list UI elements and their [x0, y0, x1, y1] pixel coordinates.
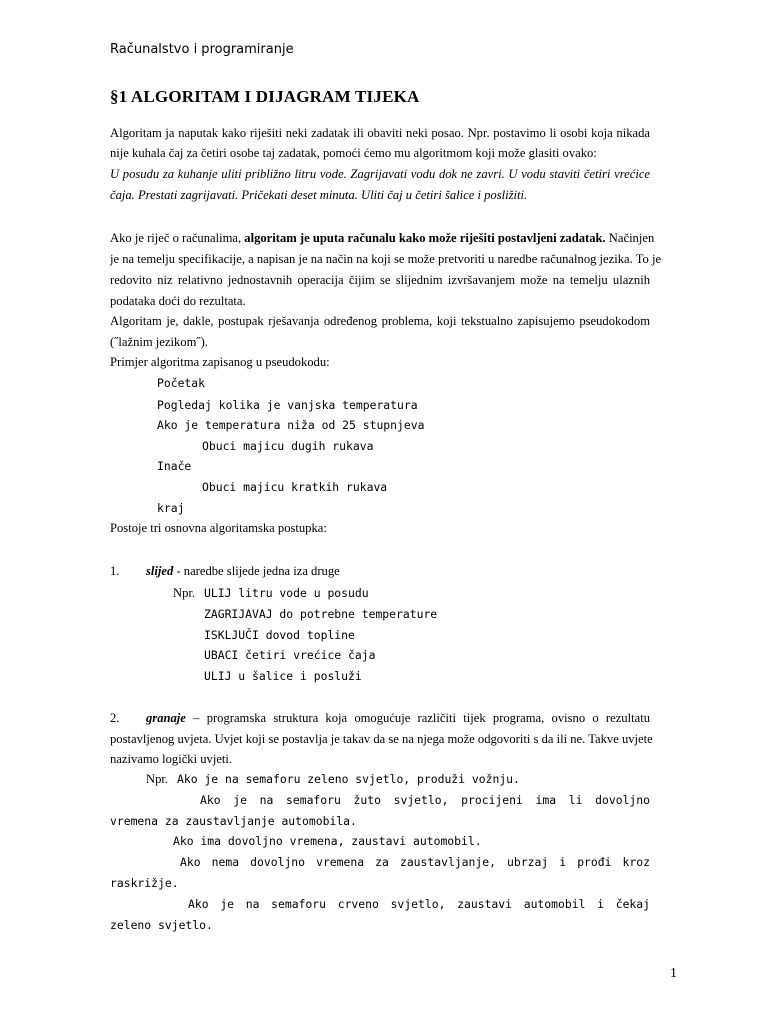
- item1-code-line: ULIJ u šalice i posluži: [204, 669, 362, 683]
- item2-example-line: Ako je na semaforu zeleno svjetlo, produži vožnju.: [177, 772, 520, 786]
- intro-line-1: Algoritam ja naputak kako riješiti neki zadatak ili obaviti neki posao. Npr. postavimo li osobi koja nikada: [110, 126, 650, 140]
- item2-example-line: Ako ima dovoljno vremena, zaustavi automobil.: [173, 834, 482, 848]
- item1-code-line: UBACI četiri vrećice čaja: [204, 648, 376, 662]
- item2-example-line: zeleno svjetlo.: [110, 918, 213, 932]
- pseudocode-line: Početak: [157, 376, 206, 390]
- item2-example-line: raskrižje.: [110, 876, 179, 890]
- item2-term: granaje: [146, 711, 186, 725]
- item2-example-line: Ako je na semaforu žuto svjetlo, procijeni ima li dovoljno: [200, 793, 650, 807]
- item1-npr: Npr.: [173, 586, 196, 600]
- item1-number: 1.: [110, 564, 120, 578]
- definition-bold: algoritam je uputa računalu kako može riješiti postavljeni zadatak.: [244, 231, 606, 245]
- pseudocode-line: Obuci majicu kratkih rukava: [202, 480, 388, 494]
- running-header: Računalstvo i programiranje: [110, 42, 294, 57]
- item1-code-line: ISKLJUČI dovod topline: [204, 628, 355, 642]
- pseudocode-line: Ako je temperatura niža od 25 stupnjeva: [157, 418, 425, 432]
- intro-example-line-2: čaja. Prestati zagrijavati. Pričekati deset minuta. Uliti čaj u četiri šalice i posližiti.: [110, 188, 528, 202]
- intro-line-2: nije kuhala čaj za četiri osobe taj zadatak, pomoći ćemo mu algoritmom koji može glasiti ovako:: [110, 146, 597, 160]
- item2-npr: Npr.: [146, 772, 169, 786]
- pseudocode-line: Inače: [157, 459, 192, 473]
- pseudocode-line: Obuci majicu dugih rukava: [202, 439, 374, 453]
- item2-example-line: Ako je na semaforu crveno svjetlo, zaustavi automobil i čekaj: [188, 897, 650, 911]
- section-title: §1 ALGORITAM I DIJAGRAM TIJEKA: [110, 87, 420, 106]
- item2-line-3: nazivamo logički uvjeti.: [110, 752, 233, 766]
- item1-code-line: ULIJ litru vode u posudu: [204, 586, 369, 600]
- item2-example-line: vremena za zaustavljanje automobila.: [110, 814, 357, 828]
- para2-line-3: redovito niz relativno jednostavnih operacija čijim se slijednim izvršavanjem može na temelju ulaznih: [110, 273, 650, 287]
- para2-line-1: Ako je riječ o računalima, algoritam je uputa računalu kako može riješiti postavljeni zadatak. Načinjen: [110, 231, 655, 245]
- para2-line-4: podataka doći do rezultata.: [110, 294, 246, 308]
- para2-line-5: Algoritam je, dakle, postupak rješavanja određenog problema, koji tekstualno zapisujemo pseudokodom: [110, 314, 650, 328]
- item1-code-line: ZAGRIJAVAJ do potrebne temperature: [204, 607, 438, 621]
- item1-heading: slijed - naredbe slijede jedna iza druge: [146, 564, 340, 578]
- item1-term: slijed: [146, 564, 174, 578]
- pseudocode-line: Pogledaj kolika je vanjska temperatura: [157, 398, 418, 412]
- pseudocode-line: kraj: [157, 501, 185, 515]
- item2-example-line: Ako nema dovoljno vremena za zaustavljanje, ubrzaj i prođi kroz: [180, 855, 650, 869]
- para2-line-6: (˝lažnim jezikom˝).: [110, 335, 208, 349]
- item2-number: 2.: [110, 711, 120, 725]
- page-number: 1: [670, 966, 677, 981]
- para2-line-7: Primjer algoritma zapisanog u pseudokodu:: [110, 355, 330, 369]
- intro-example-line-1: U posudu za kuhanje uliti približno litru vode. Zagrijavati vodu dok ne zavri. U vodu staviti četiri vrećice: [110, 167, 650, 181]
- para2-line-2: je na temelju specifikacije, a napisan je na način na koji se može pretvoriti u naredbe računalnog jezika. To je: [110, 252, 662, 266]
- three-procedures-text: Postoje tri osnovna algoritamska postupka:: [110, 521, 327, 535]
- item2-line-1: granaje – programska struktura koja omogućuje različiti tijek programa, ovisno o rezultatu: [146, 711, 650, 725]
- item2-line-2: postavljenog uvjeta. Uvjet koji se postavlja je takav da se na njega može odgovoriti s da ili ne. Takve uvjete: [110, 732, 653, 746]
